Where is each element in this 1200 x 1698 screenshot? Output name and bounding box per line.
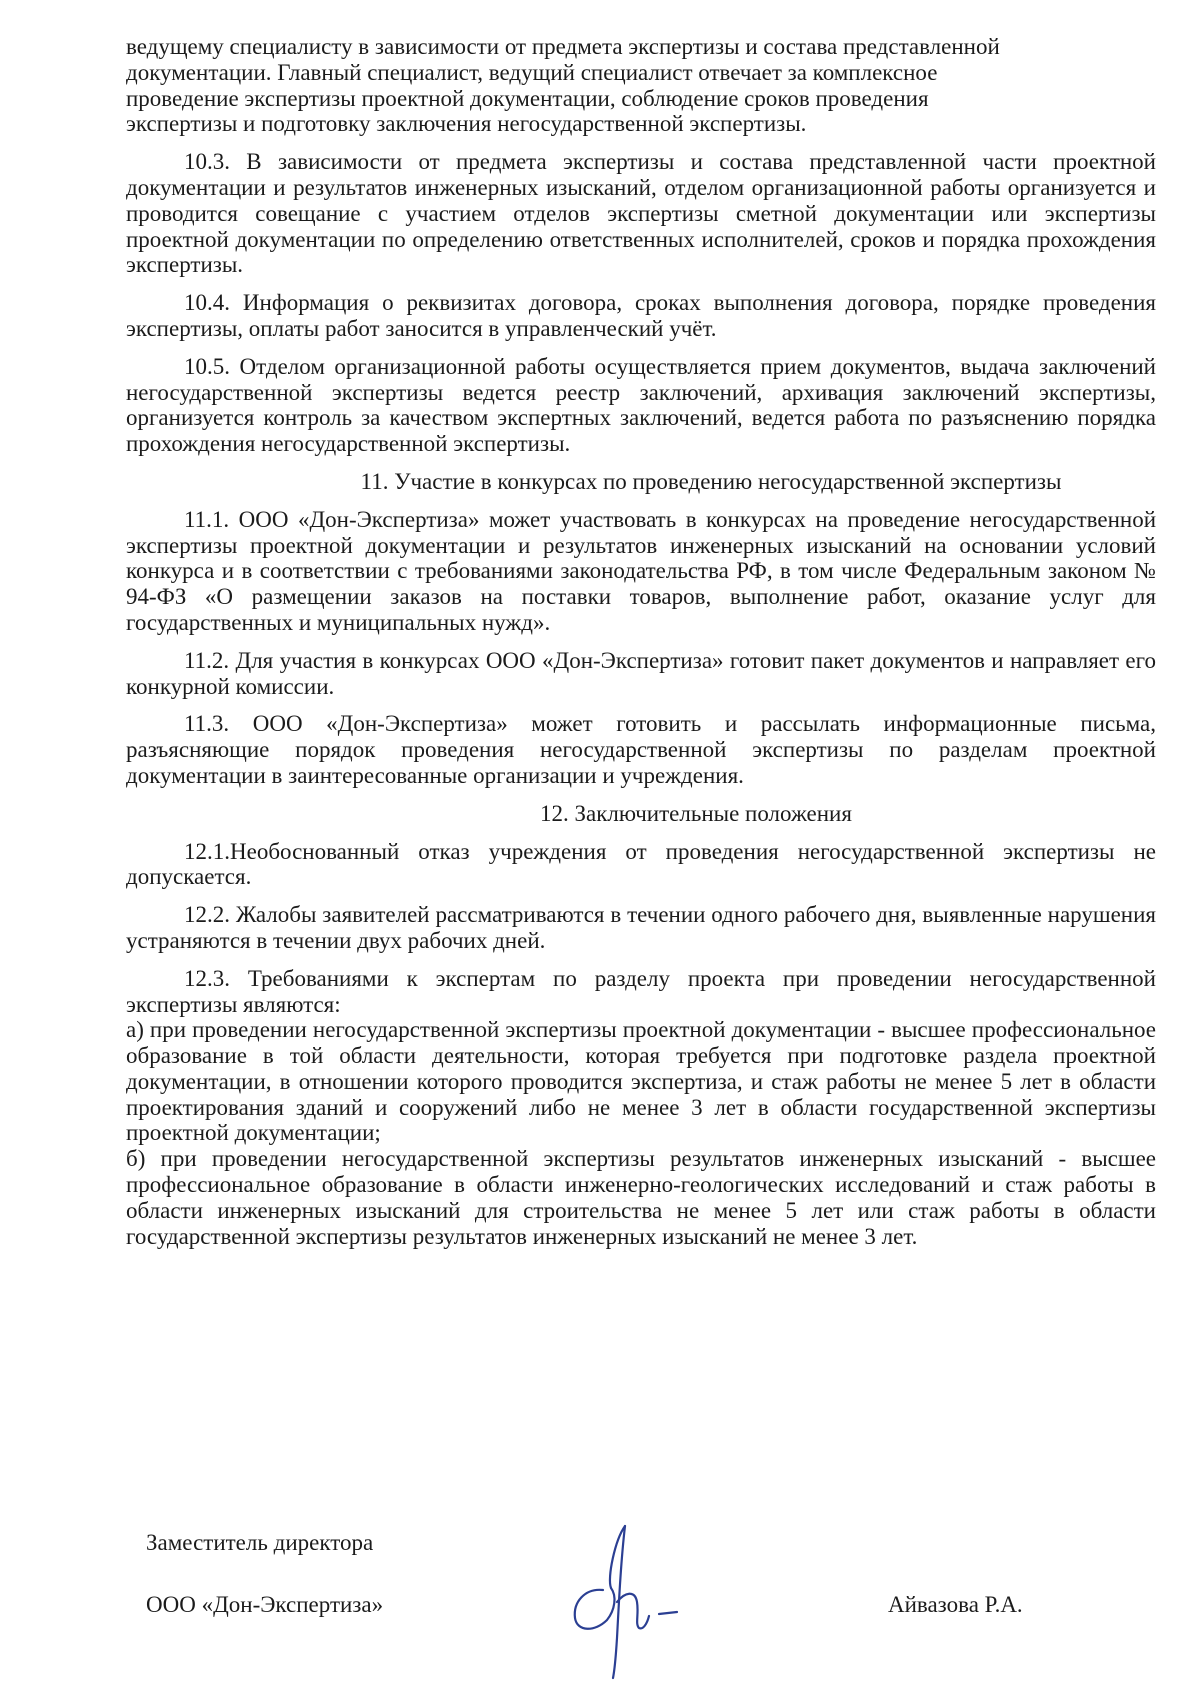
- text-line: проведение экспертизы проектной документации, соблюдение сроков проведения: [126, 85, 929, 111]
- signer-name: Айвазова Р.А.: [888, 1592, 1023, 1617]
- text-line: ведущему специалисту в зависимости от предмета экспертизы и состава представленной: [126, 34, 1000, 59]
- paragraph-12-1: 12.1.Необоснованный отказ учреждения от проведения негосударственной экспертизы не допускается.: [126, 838, 1156, 890]
- text-line: экспертизы и подготовку заключения негосударственной экспертизы.: [126, 111, 807, 137]
- text-line: документации. Главный специалист, ведущий специалист отвечает за комплексное: [126, 59, 938, 85]
- section-heading-12: 12. Заключительные положения: [540, 800, 852, 826]
- signer-position: Заместитель директора: [146, 1530, 374, 1555]
- paragraph-10-3: 10.3. В зависимости от предмета экспертизы и состава представленной части проектной документации и результатов инженерных изысканий, отделом организационной работы организуется и проводится совещание с участием отделов экспертизы сметной документации или экспертизы проектной документации по определению ответственных исполнителей, сроков и порядка прохождения экспертизы.: [126, 149, 1156, 278]
- paragraph-10-5: 10.5. Отделом организационной работы осуществляется прием документов, выдача заключений негосударственной экспертизы ведется реестр заключений, архивация заключений экспертизы, организуется контроль за качеством экспертных заключений, ведется работа по разъяснению порядка прохождения негосударственной экспертизы.: [126, 353, 1156, 457]
- paragraph-12-2: 12.2. Жалобы заявителей рассматриваются в течении одного рабочего дня, выявленные нарушения устраняются в течении двух рабочих дней.: [126, 902, 1156, 953]
- handwritten-signature: [555, 1520, 695, 1680]
- paragraph-10-4: 10.4. Информация о реквизитах договора, сроках выполнения договора, порядке проведения экспертизы, оплаты работ заносится в управленческий учёт.: [126, 290, 1156, 341]
- paragraph-continuation: [126, 34, 1156, 137]
- paragraph-11-1: 11.1. ООО «Дон-Экспертиза» может участвовать в конкурсах на проведение негосударственной экспертизы проектной документации и результатов инженерных изысканий на основании условий конкурса и в соответствии с требованиями законодательства РФ, в том числе Федеральным законом № 94-ФЗ «О размещении заказов на поставки товаров, выполнение работ, оказание услуг для государственных и муниципальных нужд».: [126, 506, 1156, 635]
- paragraph-12-3-a: а) при проведении негосударственной экспертизы проектной документации - высшее профессиональное образование в той области деятельности, которая требуется при подготовке раздела проектной документации, в отношении которого проводится экспертиза, и стаж работы не менее 5 лет в области проектирования зданий и сооружений либо не менее 3 лет в области государственной экспертизы проектной документации;: [126, 1017, 1156, 1146]
- paragraph-11-2: 11.2. Для участия в конкурсах ООО «Дон-Экспертиза» готовит пакет документов и направляет его конкурной комиссии.: [126, 647, 1156, 699]
- paragraph-12-3-b: б) при проведении негосударственной экспертизы результатов инженерных изысканий - высшее профессиональное образование в области инженерно-геологических исследований и стаж работы в области инженерных изысканий для строительства не менее 5 лет или стаж работы в области государственной экспертизы результатов инженерных изысканий не менее 3 лет.: [126, 1146, 1156, 1249]
- paragraph-11-3: 11.3. ООО «Дон-Экспертиза» может готовить и рассылать информационные письма, разъясняющие порядок проведения негосударственной экспертизы по разделам проектной документации в заинтересованные организации и учреждения.: [126, 711, 1156, 788]
- signature-stroke: [575, 1588, 615, 1629]
- signature-stroke: [617, 1594, 649, 1629]
- document-body: [126, 34, 1156, 1261]
- paragraph-12-3: 12.3. Требованиями к экспертам по разделу проекта при проведении негосударственной экспертизы являются:: [126, 965, 1156, 1017]
- signature-stroke: [659, 1612, 677, 1614]
- signer-organization: ООО «Дон-Экспертиза»: [146, 1592, 384, 1617]
- section-heading-11: 11. Участие в конкурсах по проведению негосударственной экспертизы: [360, 468, 1062, 494]
